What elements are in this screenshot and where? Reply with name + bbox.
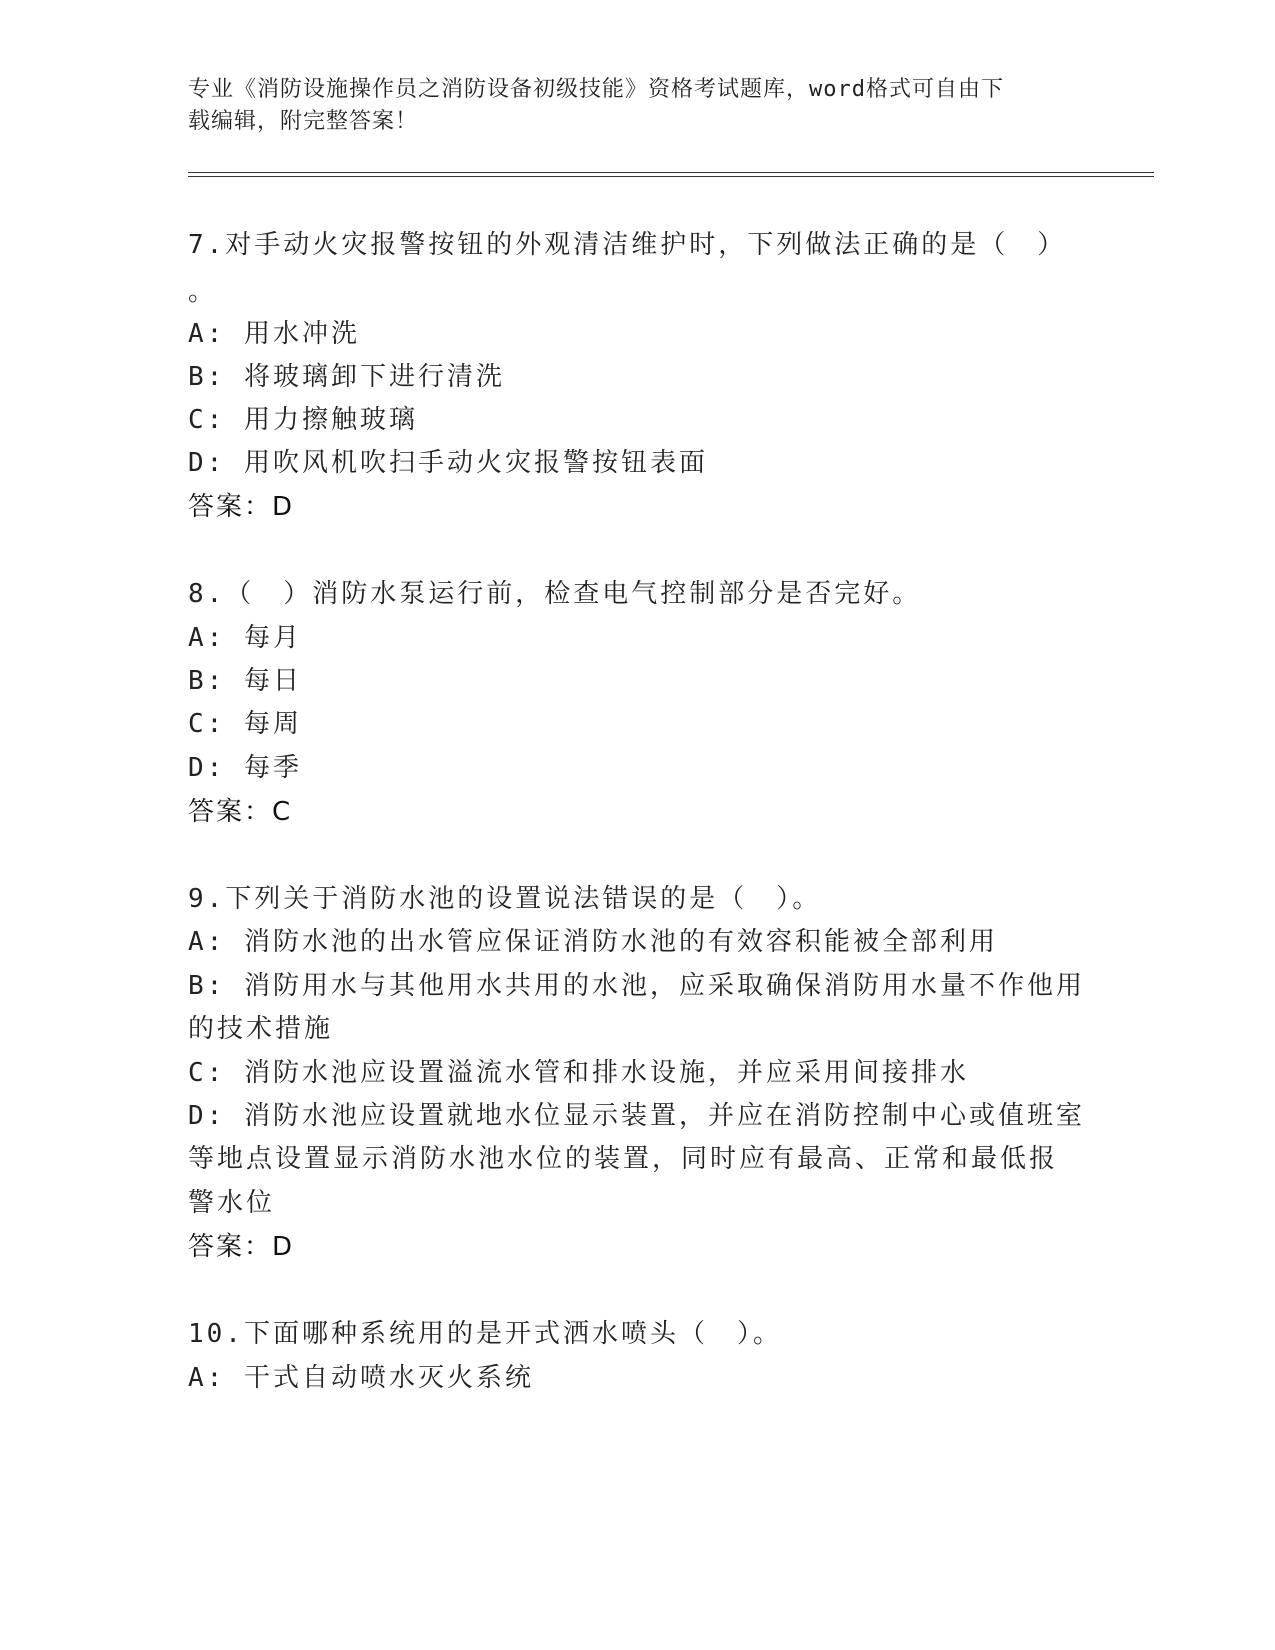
question-7-option-c: C: 用力擦触玻璃 (188, 405, 418, 435)
question-9-answer: 答案：D (188, 1232, 295, 1262)
header-rule-top (188, 172, 1154, 173)
question-8-option-b: B: 每日 (188, 666, 302, 696)
question-9-option-d: D: 消防水池应设置就地水位显示装置，并应在消防控制中心或值班室 (188, 1101, 1085, 1131)
question-9-option-a: A: 消防水池的出水管应保证消防水池的有效容积能被全部利用 (188, 927, 998, 957)
header-rule-bottom (188, 176, 1154, 177)
question-7-stem: 7.对手动火灾报警按钮的外观清洁维护时，下列做法正确的是（ ） (188, 230, 1067, 260)
header-line-2: 载编辑，附完整答案！ (188, 109, 419, 134)
question-8-answer: 答案：C (188, 797, 293, 827)
question-10-stem: 10.下面哪种系统用的是开式洒水喷头（ ）。 (188, 1319, 782, 1349)
header-line-1: 专业《消防设施操作员之消防设备初级技能》资格考试题库，word格式可自由下 (188, 77, 1004, 102)
question-9-option-c: C: 消防水池应设置溢流水管和排水设施，并应采用间接排水 (188, 1058, 969, 1088)
question-8-option-c: C: 每周 (188, 709, 302, 739)
question-8-stem: 8.（ ）消防水泵运行前，检查电气控制部分是否完好。 (188, 579, 922, 609)
question-9-option-b: B: 消防用水与其他用水共用的水池，应采取确保消防用水量不作他用 (188, 971, 1085, 1001)
question-9-option-b-continuation: 的技术措施 (188, 1014, 334, 1044)
question-7-option-b: B: 将玻璃卸下进行清洗 (188, 362, 505, 392)
question-9-option-d-continuation-1: 等地点设置显示消防水池水位的装置，同时应有最高、正常和最低报 (188, 1144, 1059, 1174)
question-8-option-d: D: 每季 (188, 753, 302, 783)
question-9-stem: 9.下列关于消防水池的设置说法错误的是（ ）。 (188, 884, 822, 914)
question-7-answer: 答案：D (188, 492, 295, 522)
question-8-option-a: A: 每月 (188, 623, 302, 653)
question-10-option-a: A: 干式自动喷水灭火系统 (188, 1363, 534, 1393)
document-header (188, 74, 1088, 138)
question-9-option-d-continuation-2: 警水位 (188, 1188, 276, 1218)
question-7-stem-continuation: 。 (188, 277, 218, 307)
question-7-option-a: A: 用水冲洗 (188, 319, 360, 349)
question-7-option-d: D: 用吹风机吹扫手动火灾报警按钮表面 (188, 448, 708, 478)
